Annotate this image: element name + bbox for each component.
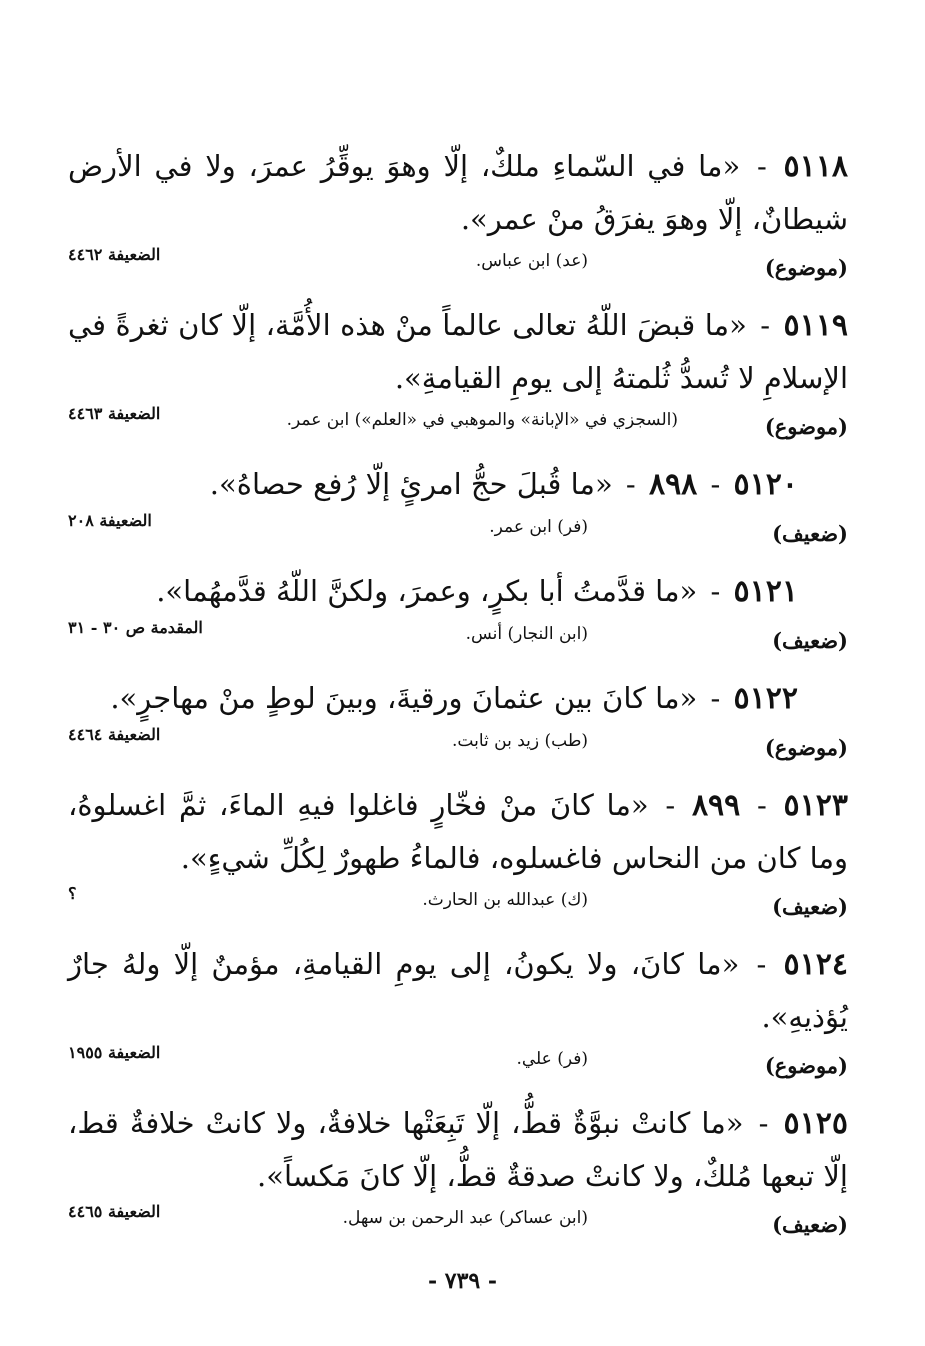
hadith-meta (68, 725, 848, 773)
hadith-body: «ما كانَ منْ فخّارٍ فاغلوا فيهِ الماءَ، ثمَّ اغسلوهُ، وما كان من النحاس فاغسلوه، فالماءُ طهورٌ لِكُلِّ شيءٍ». (68, 788, 848, 875)
hadith-meta (68, 1202, 848, 1250)
hadith-entry-5123 (68, 779, 848, 932)
source-label: (ابن النجار) أنس. (465, 624, 588, 644)
hadith-body: «ما كانَ، ولا يكونُ، إلى يومِ القيامةِ، مؤمنٌ إلّا ولهُ جارٌ يُؤذيهِ». (68, 947, 848, 1034)
reference-label: الضعيفة ١٩٥٥ (68, 1043, 161, 1062)
hadith-entry-5119 (68, 299, 848, 452)
reference-label: المقدمة ص ٣٠ - ٣١ (68, 618, 203, 637)
hadith-number: ٥١٢٤ (783, 947, 848, 982)
hadith-text: ٥١٢٠ - ٨٩٨ - «ما قُبلَ حجُّ امرئٍ إلّا رُفع حصاهُ». (209, 467, 798, 502)
hadith-secondary-number: ٨٩٩ (691, 788, 741, 823)
hadith-meta (68, 245, 848, 293)
hadith-body: «ما قبضَ اللّهُ تعالى عالماً منْ هذه الأُمَّة، إلّا كان ثغرةً في الإسلامِ لا تُسدُّ ثُلمتهُ إلى يومِ القيامةِ». (68, 308, 848, 395)
hadith-entry-5120 (68, 458, 848, 559)
reference-label: الضعيفة ٤٤٦٣ (68, 404, 161, 423)
hadith-body: «ما قدَّمتُ أبا بكرٍ، وعمرَ، ولكنَّ اللّهُ قدَّمهُما». (156, 574, 698, 608)
hadith-number: ٥١٢١ (733, 574, 798, 609)
hadith-body: «ما كانتْ نبوَّةٌ قطُّ، إلّا تَبِعَتْها خلافةٌ، ولا كانتْ خلافةٌ قط، إلّا تبعها مُلكٌ، ولا كانتْ صدقةٌ قطُّ، إلّا كانَ مَكساً». (68, 1106, 848, 1193)
hadith-entry-5122 (68, 672, 848, 773)
hadith-secondary-number: ٨٩٨ (648, 467, 698, 502)
hadith-meta (68, 404, 848, 452)
hadith-number: ٥١٢٢ (733, 681, 798, 716)
grade-label: (موضوع) (764, 735, 848, 760)
hadith-entry-5121 (68, 565, 848, 666)
hadith-entry-5125 (68, 1097, 848, 1250)
grade-label: (موضوع) (764, 414, 848, 439)
hadith-text: ٥١٢٢ - «ما كانَ بين عثمانَ ورقيةَ، وبينَ لوطٍ منْ مهاجرٍ». (110, 681, 798, 716)
hadith-number: ٥١١٩ (783, 308, 848, 343)
hadith-number: ٥١٢٥ (783, 1106, 848, 1141)
grade-label: (ضعيف) (772, 628, 848, 653)
hadith-meta (68, 884, 848, 932)
hadith-text: ٥١٢٣ - ٨٩٩ - «ما كانَ منْ فخّارٍ فاغلوا فيهِ الماءَ، ثمَّ اغسلوهُ، وما كان من النحاس فاغسلوه، فالماءُ طهورٌ لِكُلِّ شيءٍ». (68, 788, 848, 875)
hadith-text: ٥١١٨ - «ما في السّماءِ ملكٌ، إلّا وهوَ يوقِّرُ عمرَ، ولا في الأرض شيطانٌ، إلّا وهوَ يفرَقُ منْ عمر». (68, 149, 848, 236)
hadith-body: «ما قُبلَ حجُّ امرئٍ إلّا رُفع حصاهُ». (209, 467, 613, 501)
hadith-text: ٥١٢١ - «ما قدَّمتُ أبا بكرٍ، وعمرَ، ولكنَّ اللّهُ قدَّمهُما». (156, 574, 798, 609)
hadith-meta (68, 618, 848, 666)
hadith-body: «ما في السّماءِ ملكٌ، إلّا وهوَ يوقِّرُ عمرَ، ولا في الأرض شيطانٌ، إلّا وهوَ يفرَقُ منْ عمر». (68, 149, 848, 236)
source-label: (فر) ابن عمر. (489, 517, 588, 537)
grade-label: (موضوع) (764, 1053, 848, 1078)
hadith-meta (68, 511, 848, 559)
source-label: (فر) علي. (516, 1049, 588, 1069)
page-number: - ٧٣٩ - (427, 1268, 498, 1294)
source-label: (طب) زيد بن ثابت. (452, 731, 588, 751)
grade-label: (ضعيف) (772, 521, 848, 546)
reference-label: ؟ (68, 884, 77, 903)
source-label: (عد) ابن عباس. (475, 251, 588, 271)
hadith-entry-5124 (68, 938, 848, 1091)
hadith-text: ٥١١٩ - «ما قبضَ اللّهُ تعالى عالماً منْ هذه الأُمَّة، إلّا كان ثغرةً في الإسلامِ لا تُسدُّ ثُلمتهُ إلى يومِ القيامةِ». (68, 308, 848, 395)
hadith-number: ٥١١٨ (783, 149, 848, 184)
source-label: (ك) عبدالله بن الحارث. (422, 890, 588, 910)
grade-label: (ضعيف) (772, 894, 848, 919)
hadith-text: ٥١٢٤ - «ما كانَ، ولا يكونُ، إلى يومِ القيامةِ، مؤمنٌ إلّا ولهُ جارٌ يُؤذيهِ». (68, 947, 848, 1034)
hadith-entry-5118 (68, 140, 848, 293)
reference-label: الضعيفة ٤٤٦٥ (68, 1202, 161, 1221)
hadith-number: ٥١٢٠ (733, 467, 798, 502)
grade-label: (موضوع) (764, 255, 848, 280)
reference-label: الضعيفة ٢٠٨ (68, 511, 152, 530)
source-label: (السجزي في «الإبانة» والموهبي في «العلم») ابن عمر. (286, 410, 678, 430)
reference-label: الضعيفة ٤٤٦٢ (68, 245, 161, 264)
hadith-list (68, 140, 848, 1256)
hadith-number: ٥١٢٣ (783, 788, 848, 823)
hadith-body: «ما كانَ بين عثمانَ ورقيةَ، وبينَ لوطٍ منْ مهاجرٍ». (110, 681, 698, 715)
grade-label: (ضعيف) (772, 1212, 848, 1237)
hadith-text: ٥١٢٥ - «ما كانتْ نبوَّةٌ قطُّ، إلّا تَبِعَتْها خلافةٌ، ولا كانتْ خلافةٌ قط، إلّا تبعها مُلكٌ، ولا كانتْ صدقةٌ قطُّ، إلّا كانَ مَكساً». (68, 1106, 848, 1193)
reference-label: الضعيفة ٤٤٦٤ (68, 725, 161, 744)
hadith-meta (68, 1043, 848, 1091)
source-label: (ابن عساكر) عبد الرحمن بن سهل. (342, 1208, 588, 1228)
